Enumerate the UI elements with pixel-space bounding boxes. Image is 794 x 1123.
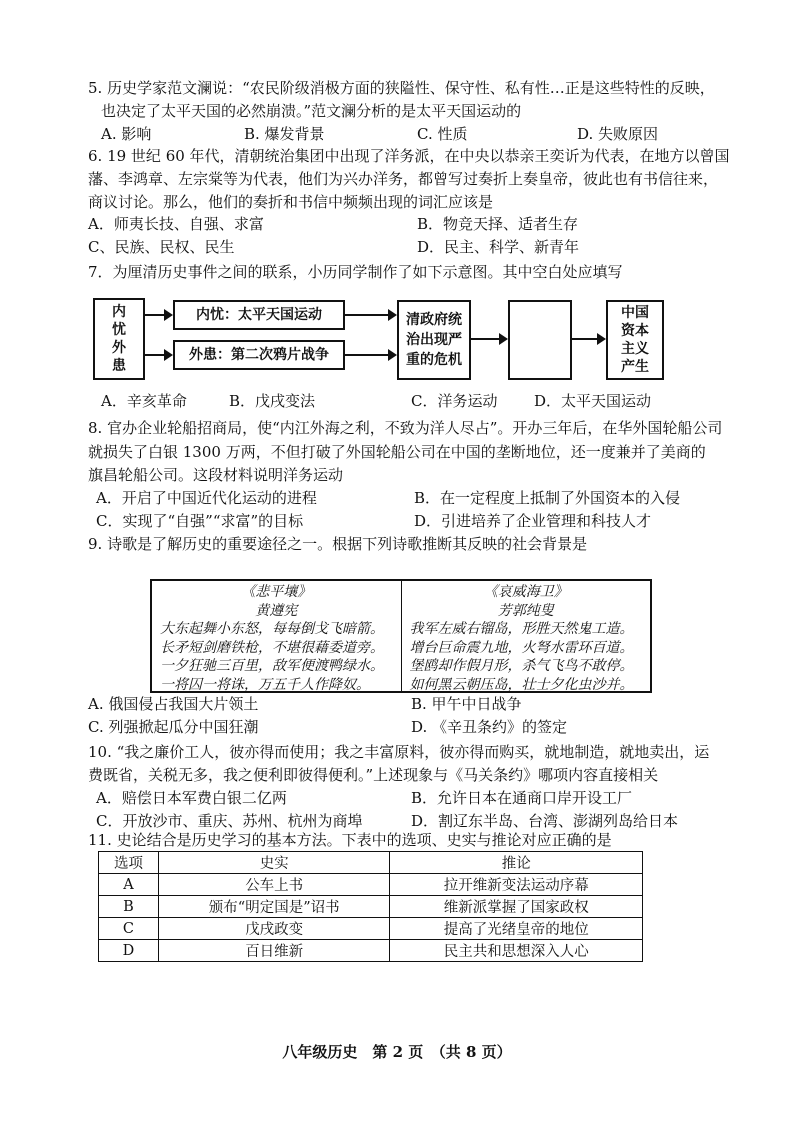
diagram-box-blank <box>508 300 572 380</box>
table-cell-inference: 民主共和思想深入人心 <box>390 940 643 962</box>
table-header-row <box>99 852 643 874</box>
poem2-line: 如何黑云朝压岛，壮士夕化虫沙并。 <box>409 676 634 693</box>
poem-ai-weihaiwei <box>401 581 651 691</box>
q6-option-b: B．物竞天择、适者生存 <box>417 215 579 233</box>
q9-option-d: D. 《辛丑条约》的签定 <box>411 718 568 736</box>
poem2-title: 《哀威海卫》 <box>483 584 568 600</box>
diagram-box-opium-war-label: 外患：第二次鸦片战争 <box>189 347 329 363</box>
q5-option-a: A. 影响 <box>101 125 152 143</box>
poem2-line: 我军左威右镏岛，形胜天然鬼工造。 <box>409 621 634 637</box>
poem-bei-pingrang <box>152 581 401 691</box>
q10-option-c: C．开放沙市、重庆、苏州、杭州为商埠 <box>96 812 363 830</box>
poem1-title: 《悲平壤》 <box>241 584 312 600</box>
diagram-box-taiping-label: 内忧：太平天国运动 <box>196 307 322 323</box>
q8-option-a: A．开启了中国近代化运动的进程 <box>96 489 317 507</box>
table-row <box>99 874 643 896</box>
q9-stem: 9. 诗歌是了解历史的重要途径之一。根据下列诗歌推断其反映的社会背景是 <box>88 535 588 553</box>
poem1-line: 长矛短剑磨铁枪，不堪很藉委道旁。 <box>160 639 384 656</box>
poem2-line: 堡鸥却作假月形，杀气飞鸟不敢停。 <box>409 658 634 674</box>
diagram-box-taiping <box>173 300 345 330</box>
q8-option-b: B．在一定程度上抵制了外国资本的入侵 <box>414 489 681 507</box>
poem1-line: 大东起舞小东怒，每每倒戈飞暗箭。 <box>160 621 384 637</box>
q7-option-d: D．太平天国运动 <box>534 392 652 410</box>
table-cell-fact: 公车上书 <box>158 874 390 896</box>
q9-option-c: C. 列强掀起瓜分中国狂潮 <box>88 718 259 736</box>
table-cell-fact: 颁布“明定国是”诏书 <box>158 896 390 918</box>
q10-option-b: B．允许日本在通商口岸开设工厂 <box>411 789 633 807</box>
q6-stem-line2: 藩、李鸿章、左宗棠等为代表，他们为兴办洋务，都曾写过奏折上奏皇帝，彼此也有书信往来， <box>88 170 719 188</box>
poem1-author: 黄遵宪 <box>255 602 298 619</box>
page-footer: 八年级历史 第 2 页 （共 8 页） <box>282 1043 512 1061</box>
diagram-box-capitalism <box>606 300 664 380</box>
arrow-blank-to-capitalism <box>572 338 604 340</box>
diagram-box-crisis-label: 清政府统治出现严重的危机 <box>406 312 462 368</box>
poem1-line: 一夕狂驰三百里，敌军便渡鸭绿水。 <box>160 658 384 674</box>
q6-stem-line3: 商议讨论。那么，他们的奏折和书信中频频出现的词汇应该是 <box>88 193 494 211</box>
arrow-to-bottom-box <box>145 354 171 356</box>
table-row <box>99 940 643 962</box>
poem2-line: 增台巨命震九地，火弩水雷环百道。 <box>409 639 634 656</box>
arrow-crisis-to-blank <box>471 338 506 340</box>
table-cell-option: C <box>99 918 159 940</box>
table-cell-fact: 戊戌政变 <box>158 918 390 940</box>
diagram-box-domestic-foreign <box>93 298 145 380</box>
table-row <box>99 896 643 918</box>
arrow-to-top-box <box>145 314 171 316</box>
q8-option-d: D．引进培养了企业管理和科技人才 <box>414 512 652 530</box>
q6-option-c: C、民族、民权、民生 <box>88 238 235 256</box>
q11-table <box>98 851 643 962</box>
table-cell-fact: 百日维新 <box>158 940 390 962</box>
q5-stem-line1: 5. 历史学家范文澜说：“农民阶级消极方面的狭隘性、保守性、私有性…正是这些特性的反映， <box>88 79 715 97</box>
q10-stem-line1: 10. “我之廉价工人，彼亦得而使用；我之丰富原料，彼亦得而购买，就地制造，就地卖出，运 <box>88 743 710 761</box>
q5-option-d: D. 失败原因 <box>577 125 659 143</box>
arrow-top-to-crisis <box>345 314 395 316</box>
diagram-box-opium-war <box>173 340 345 370</box>
poem1-line: 一将囚一将诛，万五千人作降奴。 <box>160 676 370 693</box>
table-header-inference: 推论 <box>390 852 643 874</box>
q10-option-a: A．赔偿日本军费白银二亿两 <box>96 789 287 807</box>
q11-stem: 11. 史论结合是历史学习的基本方法。下表中的选项、史实与推论对应正确的是 <box>88 831 612 849</box>
q9-poem-table <box>150 579 652 693</box>
table-cell-option: B <box>99 896 159 918</box>
q10-stem-line2: 费既省，关税无多，我之便利即彼得便利。”上述现象与《马关条约》哪项内容直接相关 <box>88 766 659 784</box>
q9-option-b: B. 甲午中日战争 <box>411 695 522 713</box>
q5-stem-line2: 也决定了太平天国的必然崩溃。”范文澜分析的是太平天国运动的 <box>101 102 522 120</box>
table-cell-option: A <box>99 874 159 896</box>
q7-option-b: B．戊戌变法 <box>229 392 316 410</box>
arrow-bottom-to-crisis <box>345 354 395 356</box>
table-cell-inference: 维新派掌握了国家政权 <box>390 896 643 918</box>
q5-option-b: B. 爆发背景 <box>244 125 325 143</box>
q6-option-a: A．师夷长技、自强、求富 <box>88 215 264 233</box>
table-cell-inference: 提高了光绪皇帝的地位 <box>390 918 643 940</box>
q6-stem-line1: 6. 19 世纪 60 年代，清朝统治集团中出现了洋务派，在中央以恭亲王奕䜣为代表，在地方以曾国 <box>88 147 730 165</box>
poem2-author: 芳郭纯叟 <box>497 602 554 619</box>
table-cell-option: D <box>99 940 159 962</box>
q8-stem-line1: 8. 官办企业轮船招商局，使“内江外海之利，不致为洋人尽占”。开办三年后，在华外国轮船公司 <box>88 419 723 437</box>
q7-option-c: C．洋务运动 <box>411 392 498 410</box>
q8-stem-line3: 旗昌轮船公司。这段材料说明洋务运动 <box>88 466 344 484</box>
table-row <box>99 918 643 940</box>
q10-option-d: D．割辽东半岛、台湾、澎湖列岛给日本 <box>411 812 679 830</box>
q6-option-d: D．民主、科学、新青年 <box>417 238 580 256</box>
table-header-fact: 史实 <box>158 852 390 874</box>
q8-option-c: C．实现了“自强”“求富”的目标 <box>96 512 304 530</box>
q7-stem: 7．为厘清历史事件之间的联系，小历同学制作了如下示意图。其中空白处应填写 <box>88 263 623 281</box>
q9-option-a: A. 俄国侵占我国大片领土 <box>88 695 259 713</box>
table-cell-inference: 拉开维新变法运动序幕 <box>390 874 643 896</box>
table-header-option: 选项 <box>99 852 159 874</box>
diagram-box-domestic-foreign-label: 内忧外患 <box>112 304 126 374</box>
q5-option-c: C. 性质 <box>417 125 468 143</box>
diagram-box-crisis <box>397 300 471 380</box>
q7-option-a: A．辛亥革命 <box>101 392 187 410</box>
q8-stem-line2: 就损失了白银 1300 万两，不但打破了外国轮船公司在中国的垄断地位，还一度兼并了美商的 <box>88 443 706 461</box>
diagram-box-capitalism-label: 中国资本主义产生 <box>621 305 649 375</box>
